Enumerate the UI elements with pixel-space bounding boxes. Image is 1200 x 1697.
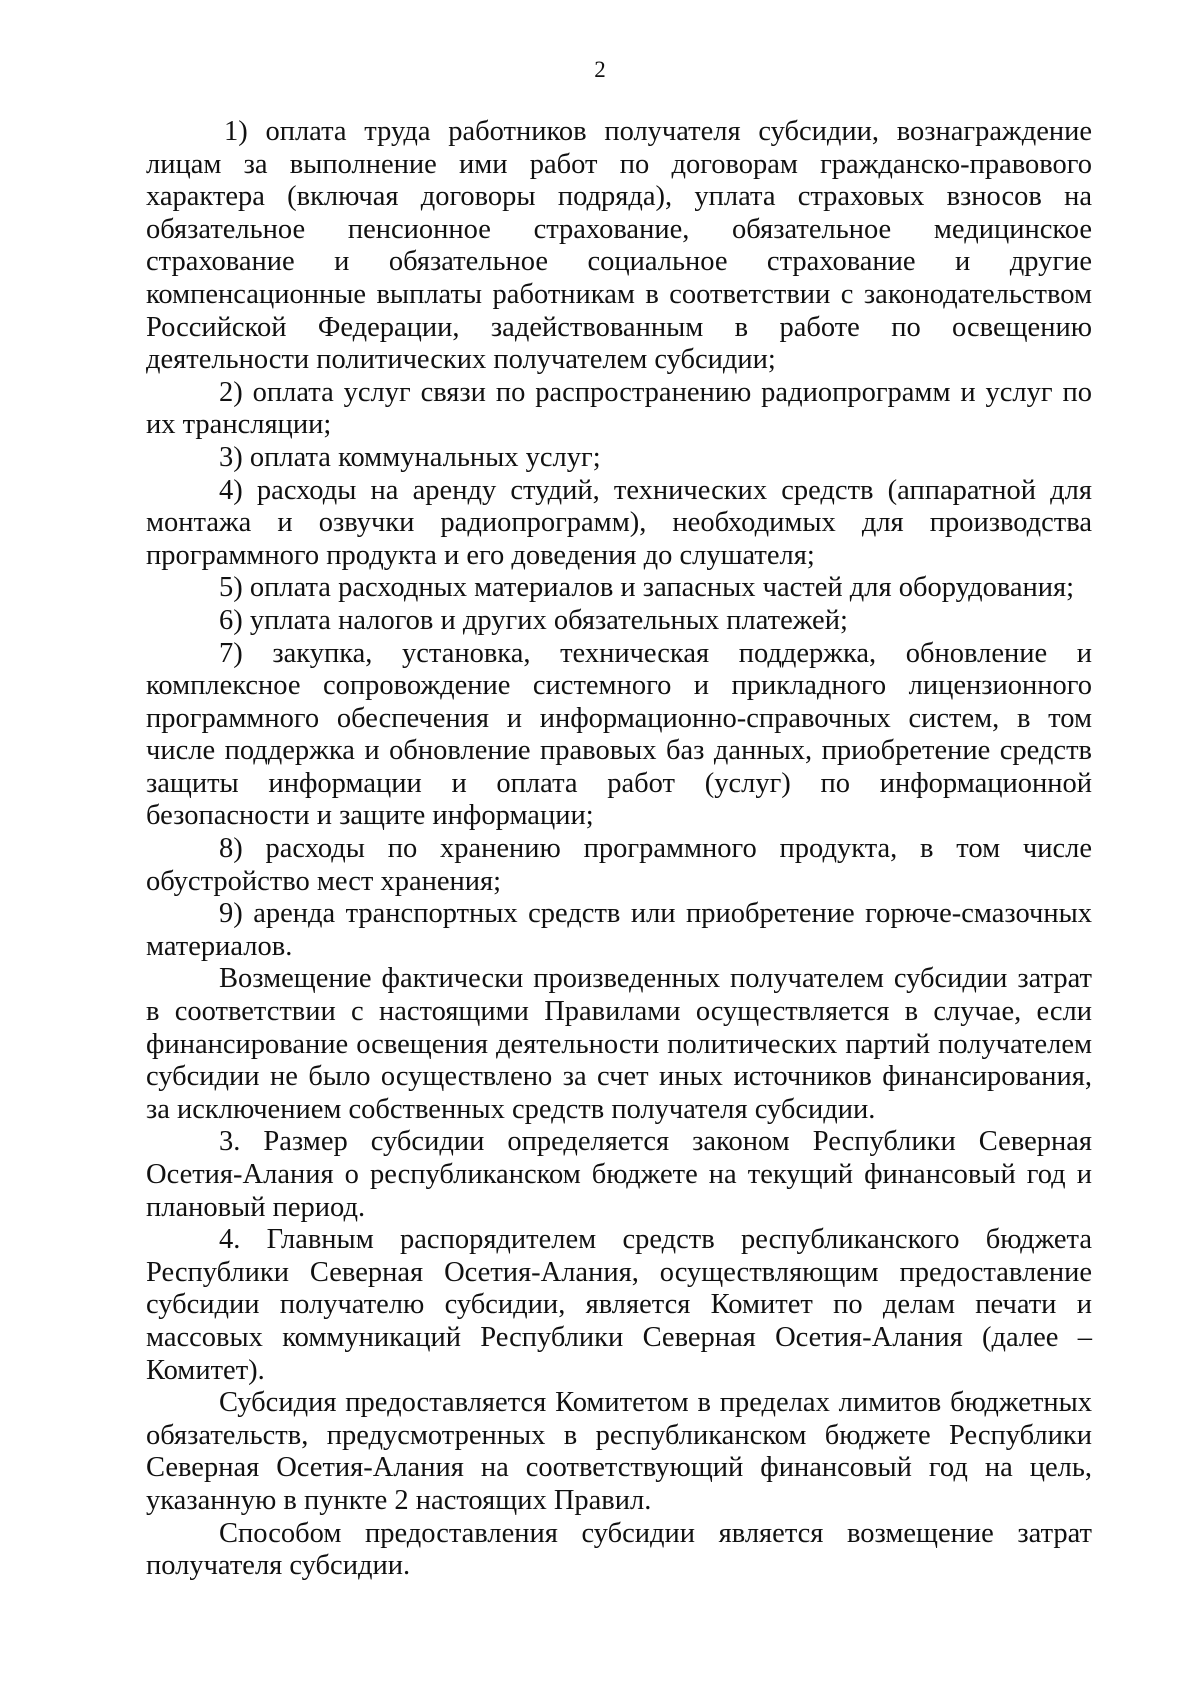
document-body [146, 116, 1092, 1583]
paragraph-clause-4: 4. Главным распорядителем средств республиканского бюджета Республики Северная Осетия-Алания, осуществляющим предоставление субсидии получателю субсидии, является Комитет по делам печати и массовых коммуникаций Республики Северная Осетия-Алания (далее – Комитет). [146, 1224, 1092, 1386]
paragraph-subsidy-limits: Субсидия предоставляется Комитетом в пределах лимитов бюджетных обязательств, предусмотренных в республиканском бюджете Республики Северная Осетия-Алания на соответствующий финансовый год на цель, указанную в пункте 2 настоящих Правил. [146, 1387, 1092, 1516]
paragraph-item-1: 1) оплата труда работников получателя субсидии, вознаграждение лицам за выполнение ими работ по договорам гражданско-правового характера (включая договоры подряда), уплата страховых взносов на обязательное пенсионное страхование, обязательное медицинское страхование и обязательное социальное страхование и другие компенсационные выплаты работникам в соответствии с законодательством Российской Федерации, задействованным в работе по освещению деятельности политических получателем субсидии; [146, 116, 1092, 376]
page-number: 2 [594, 57, 606, 82]
paragraph-clause-3: 3. Размер субсидии определяется законом Республики Северная Осетия-Алания о республиканском бюджете на текущий финансовый год и плановый период. [146, 1126, 1092, 1223]
paragraph-item-7: 7) закупка, установка, техническая поддержка, обновление и комплексное сопровождение системного и прикладного лицензионного программного обеспечения и информационно-справочных систем, в том числе поддержка и обновление правовых баз данных, приобретение средств защиты информации и оплата работ (услуг) по информационной безопасности и защите информации; [146, 637, 1092, 832]
paragraph-reimbursement: Возмещение фактически произведенных получателем субсидии затрат в соответствии с настоящими Правилами осуществляется в случае, если финансирование освещения деятельности политических партий получателем субсидии не было осуществлено за счет иных источников финансирования, за исключением собственных средств получателя субсидии. [146, 963, 1092, 1125]
paragraph-item-2: 2) оплата услуг связи по распространению радиопрограмм и услуг по их трансляции; [146, 376, 1092, 441]
paragraph-subsidy-method: Способом предоставления субсидии является возмещение затрат получателя субсидии. [146, 1517, 1092, 1582]
paragraph-item-3: 3) оплата коммунальных услуг; [219, 441, 601, 473]
paragraph-item-6: 6) уплата налогов и других обязательных платежей; [219, 604, 848, 636]
paragraph-item-5: 5) оплата расходных материалов и запасных частей для оборудования; [219, 572, 1075, 604]
paragraph-item-8: 8) расходы по хранению программного продукта, в том числе обустройство мест хранения; [146, 833, 1092, 897]
paragraph-item-4: 4) расходы на аренду студий, технических средств (аппаратной для монтажа и озвучки радиопрограмм), необходимых для производства программного продукта и его доведения до слушателя; [146, 474, 1092, 571]
paragraph-item-9: 9) аренда транспортных средств или приобретение горюче-смазочных материалов. [146, 898, 1092, 962]
